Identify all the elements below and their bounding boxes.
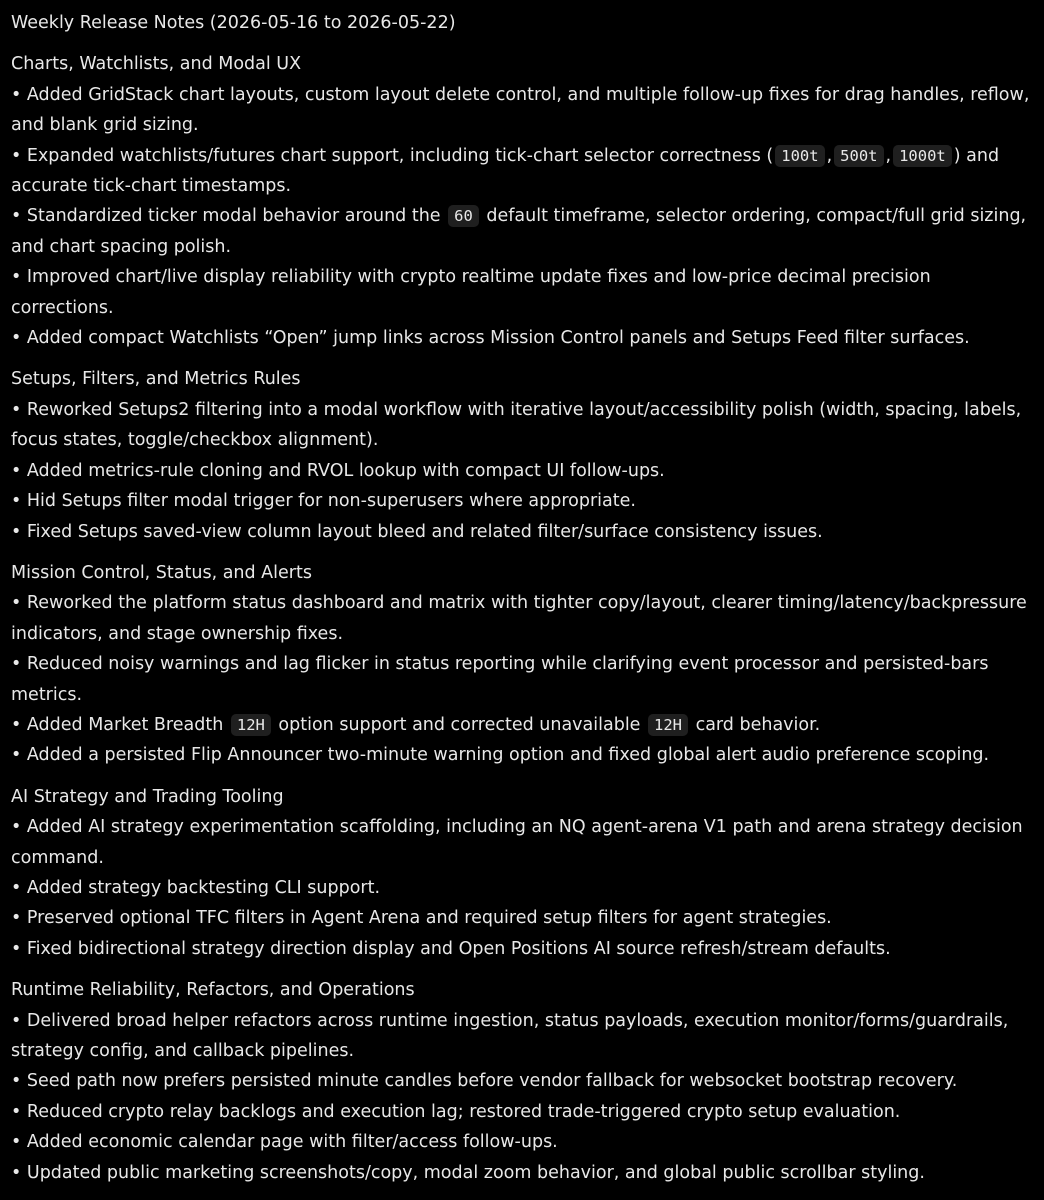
list-item-text: • Added metrics-rule cloning and RVOL lookup with compact UI follow-ups. [11,460,665,481]
list-item-text: • Reworked the platform status dashboard and matrix with tighter copy/layout, clearer timing/latency/backpressure indicators, and stage ownership fixes. [11,593,1027,644]
list-item [11,649,1033,710]
list-item-text: • Reduced crypto relay backlogs and execution lag; restored trade-triggered crypto setup evaluation. [11,1101,901,1122]
list-item [11,812,1033,873]
section-heading: AI Strategy and Trading Tooling [11,786,284,807]
list-item-text: • Standardized ticker modal behavior around the [11,206,447,227]
list-item [11,1097,1033,1127]
list-item-text: • Updated public marketing screenshots/copy, modal zoom behavior, and global public scrollbar styling. [11,1162,925,1183]
list-item [11,1066,1033,1096]
list-item-text: • Seed path now prefers persisted minute candles before vendor fallback for websocket bootstrap recovery. [11,1071,958,1092]
list-item [11,903,1033,933]
list-item-text: , [885,145,892,166]
list-item [11,1127,1033,1157]
list-item-text: ) and accurate tick-chart timestamps. [11,145,1000,197]
list-item [11,1006,1033,1067]
inline-code: 1000t [893,145,952,167]
list-item-text: • Reduced noisy warnings and lag flicker in status reporting while clarifying event processor and persisted-bars metrics. [11,654,989,705]
list-item-text: • Preserved optional TFC filters in Agent Arena and required setup filters for agent strategies. [11,908,832,929]
section-heading: Charts, Watchlists, and Modal UX [11,54,302,75]
list-item-text: card behavior. [690,714,821,735]
list-item [11,517,1033,547]
list-item-text: • Added Market Breadth [11,714,229,735]
list-item [11,201,1033,262]
section-heading: Runtime Reliability, Refactors, and Operations [11,980,415,1001]
list-item [11,1158,1033,1188]
list-item-text: • Added a persisted Flip Announcer two-minute warning option and fixed global alert audio preference scoping. [11,745,990,766]
list-item-text: , [826,145,833,166]
list-item-text: default timeframe, selector ordering, compact/full grid sizing, and chart spacing polish. [11,206,1027,257]
section [11,782,1033,964]
page-title: Weekly Release Notes (2026-05-16 to 2026-05-22) [11,13,456,33]
list-item [11,141,1033,202]
list-item-text: • Added GridStack chart layouts, custom layout delete control, and multiple follow-up fixes for drag handles, reflow, and blank grid sizing. [11,84,1030,136]
section [11,558,1033,771]
list-item-text: • Fixed Setups saved-view column layout bleed and related filter/surface consistency issues. [11,521,823,542]
list-item-text: • Added AI strategy experimentation scaffolding, including an NQ agent-arena V1 path and arena strategy decision command. [11,817,1023,868]
list-item-text: • Fixed bidirectional strategy direction display and Open Positions AI source refresh/stream defaults. [11,938,891,959]
list-item [11,710,1033,740]
inline-code: 12H [231,714,271,736]
list-item [11,395,1033,456]
inline-code: 100t [775,145,824,167]
list-item [11,873,1033,903]
list-item-text: • Hid Setups filter modal trigger for non-superusers where appropriate. [11,491,636,512]
list-item [11,934,1033,964]
list-item-text: • Added strategy backtesting CLI support. [11,877,381,898]
list-item-text: • Reworked Setups2 filtering into a modal workflow with iterative layout/accessibility polish (width, spacing, labels, focus states, toggle/checkbox alignment). [11,399,1022,451]
list-item [11,80,1033,141]
list-item-text: • Expanded watchlists/futures chart support, including tick-chart selector correctness ( [11,145,774,166]
list-item-text: • Added economic calendar page with filter/access follow-ups. [11,1132,558,1153]
list-item-text: • Improved chart/live display reliability with crypto realtime update fixes and low-price decimal precision corrections. [11,267,931,318]
sections-container [11,49,1033,1188]
inline-code: 500t [834,145,883,167]
list-item [11,323,1033,353]
list-item-text: • Delivered broad helper refactors across runtime ingestion, status payloads, execution monitor/forms/guardrails, strategy config, and callback pipelines. [11,1010,1009,1061]
list-item [11,740,1033,770]
inline-code: 60 [448,205,479,227]
list-item [11,262,1033,323]
section [11,364,1033,546]
section [11,49,1033,353]
inline-code: 12H [648,714,688,736]
list-item [11,486,1033,516]
list-item [11,588,1033,649]
section [11,975,1033,1188]
section-heading: Mission Control, Status, and Alerts [11,562,312,583]
section-heading: Setups, Filters, and Metrics Rules [11,369,301,390]
list-item-text: • Added compact Watchlists “Open” jump links across Mission Control panels and Setups Feed filter surfaces. [11,328,970,349]
list-item-text: option support and corrected unavailable [272,714,647,735]
list-item [11,456,1033,486]
